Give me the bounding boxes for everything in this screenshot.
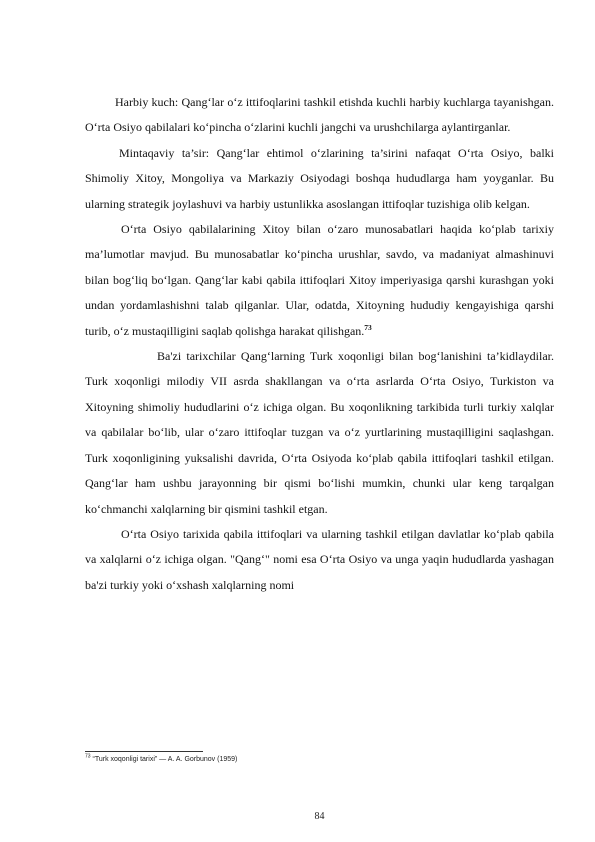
footnote bbox=[85, 755, 554, 765]
footnote-reference[interactable]: 73 bbox=[364, 322, 372, 332]
paragraph-china-relations-text: O‘rta Osiyo qabilalarining Xitoy bilan o‘zaro munosabatlari haqida ko‘plab tarixiy ma’lumotlar mavjud. Bu munosabatlar ko‘pincha urushlar, savdo, va madaniyat almashinuvi bilan bog‘liq bo‘lgan. Qang‘lar kabi qabila ittifoqlari Xitoy imperiyasiga qarshi kurashgan yoki undan yordamlashishni talab qilganlar. Ular, odatda, Xitoyning hududiy kengayishiga qarshi turib, o‘z mustaqilligini saqlab qolishga harakat qilishgan. bbox=[85, 222, 554, 338]
footnote-number: 73 bbox=[85, 753, 91, 760]
paragraph-regional-influence: Mintaqaviy ta’sir: Qang‘lar ehtimol o‘zlarining ta’sirini nafaqat O‘rta Osiyo, balki Shimoliy Xitoy, Mongoliya va Markaziy Osiyodagi boshqa hududlarga ham yoyganlar. Bu ularning strategik joylashuvi va harbiy ustunlikka asoslangan ittifoqlar tuzishiga olib kelgan. bbox=[85, 145, 554, 211]
footnote-separator bbox=[85, 751, 203, 752]
paragraph-tribal-unions: O‘rta Osiyo tarixida qabila ittifoqlari va ularning tashkil etilgan davlatlar ko‘plab qabila va xalqlarni o‘z ichiga olgan. "Qang‘" nomi esa O‘rta Osiyo va unga yaqin hududlarda yashagan ba'zi turkiy yoki o‘xshash xalqlarning nomi bbox=[85, 526, 554, 592]
paragraph-turkic-khaganate: Ba'zi tarixchilar Qang‘larning Turk xoqonligi bilan bog‘lanishini ta’kidlaydilar. Turk xoqonligi milodiy VII asrda shakllangan va o‘rta asrlarda O‘rta Osiyo, Turkiston va Xitoyning shimoliy hududlarini o‘z ichiga olgan. Bu xoqonlikning tarkibida turli turkiy xalqlar va qabilalar bo‘lib, ular o‘zaro ittifoqlar tuzgan va o‘z yurtlarining mustaqilligini saqlashgan. Turk xoqonligining yuksalishi davrida, O‘rta Osiyoda ko‘plab qabila ittifoqlari tashkil etilgan. Qang‘lar ham ushbu jarayonning bir qismi bo‘lishi mumkin, chunki ular keng tarqalgan ko‘chmanchi xalqlarning bir qismini tashkil etgan. bbox=[85, 349, 554, 516]
paragraph-china-relations bbox=[85, 217, 554, 344]
paragraph-military-power: Harbiy kuch: Qang‘lar o‘z ittifoqlarini tashkil etishda kuchli harbiy kuchlarga tayanishgan. O‘rta Osiyo qabilalari ko‘pincha o‘zlarini kuchli jangchi va urushchilarga aylantirganlar. bbox=[85, 95, 554, 135]
page-number: 84 bbox=[314, 811, 325, 822]
footnote-text: “Turk xoqonligi tarixi” — A. A. Gorbunov (1959) bbox=[90, 756, 238, 763]
body-text bbox=[85, 90, 554, 598]
